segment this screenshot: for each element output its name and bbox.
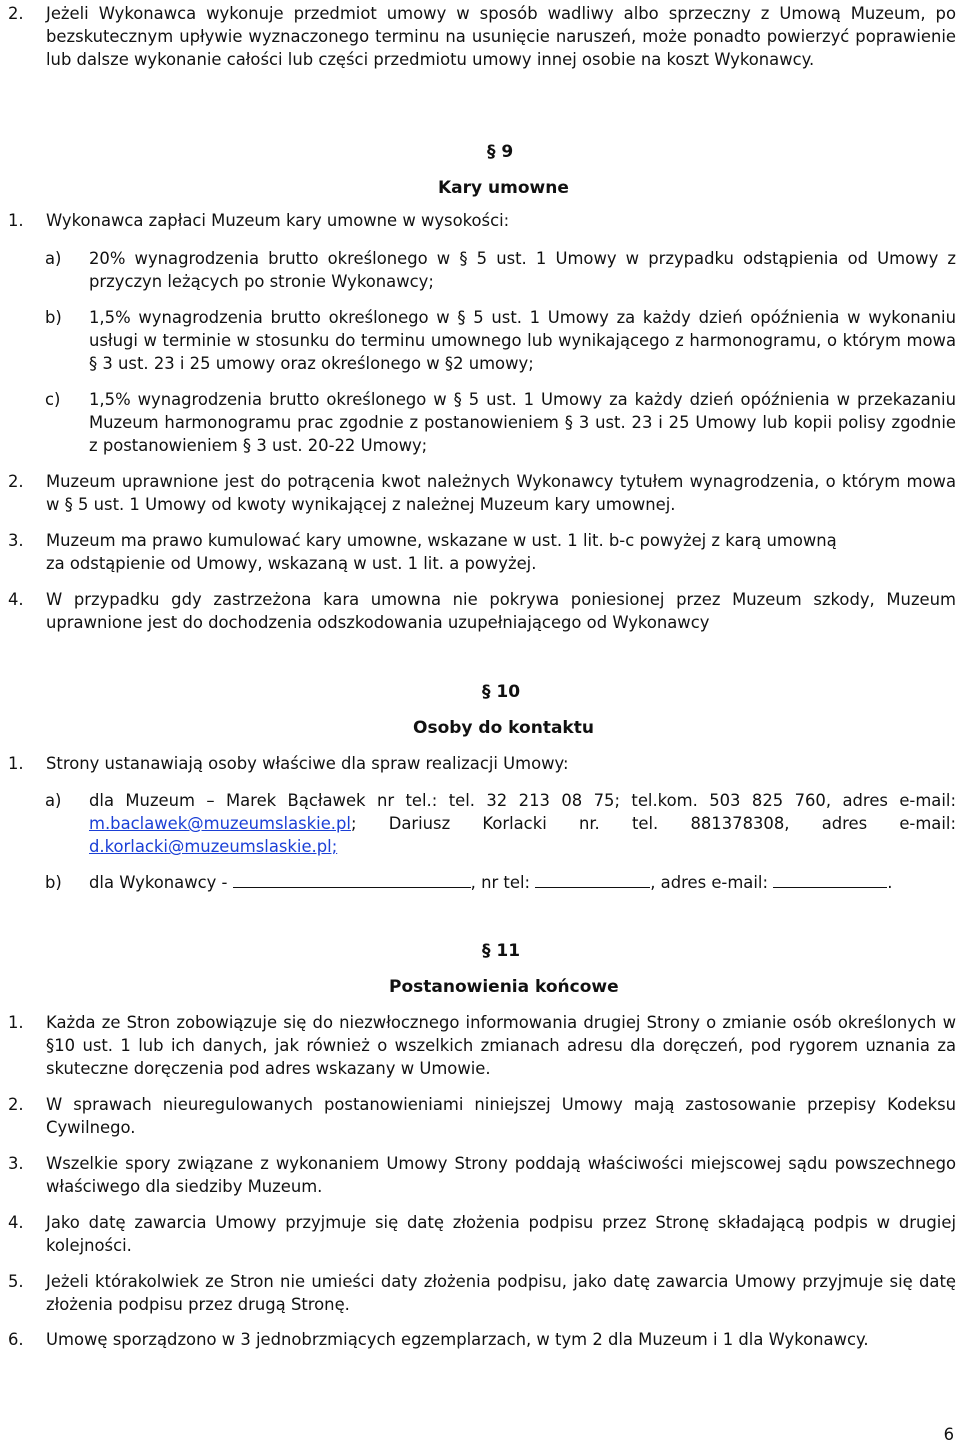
s11-item-2-number: 2.: [8, 1095, 24, 1114]
section-10-title: Osoby do kontaktu: [413, 718, 594, 738]
s9-item-4-text: W przypadku gdy zastrzeżona kara umowna nie pokrywa poniesionej przez Muzeum szkody, Muzeum uprawnione jest do dochodzenia odszkodowania uzupełniającego od Wykonawcy: [46, 590, 956, 632]
s9-subitem-a-letter: a): [45, 249, 62, 268]
s9-item-3-text: [46, 529, 837, 575]
email-link-korlacki[interactable]: d.korlacki@muzeumslaskie.pl;: [89, 837, 338, 856]
s10-b-email-label: , adres e-mail:: [650, 873, 768, 892]
section-11-title: Postanowienia końcowe: [389, 977, 619, 997]
s11-item-3-number: 3.: [8, 1154, 24, 1173]
s11-item-5-text: Jeżeli którakolwiek ze Stron nie umieści daty złożenia podpisu, jako datę zawarcia Umowy przyjmuje się datę złożenia podpisu przez drugą Stronę.: [46, 1272, 956, 1314]
intro-item-number: 2.: [8, 4, 24, 23]
s10-item-1-text: Strony ustanawiają osoby właściwe dla spraw realizacji Umowy:: [46, 754, 569, 773]
s10-b-end: .: [887, 873, 893, 892]
s9-subitem-c-letter: c): [45, 390, 61, 409]
section-9-number: § 9: [487, 142, 514, 162]
contractor-phone-blank: [535, 873, 650, 888]
s10-item-1-number: 1.: [8, 754, 24, 773]
intro-item-text: Jeżeli Wykonawca wykonuje przedmiot umowy w sposób wadliwy albo sprzeczny z Umową Muzeum, po bezskutecznym upływie wyznaczonego terminu na usunięcie naruszeń, może ponadto powierzyć poprawienie lub dalsze wykonanie całości lub części przedmiotu umowy innej osobie na koszt Wykonawcy.: [46, 4, 956, 69]
s11-item-3-text: Wszelkie spory związane z wykonaniem Umowy Strony poddają właściwości miejscowej sądu powszechnego właściwego dla siedziby Muzeum.: [46, 1154, 956, 1196]
s11-item-6-text: Umowę sporządzono w 3 jednobrzmiących egzemplarzach, w tym 2 dla Muzeum i 1 dla Wykonawcy.: [46, 1330, 869, 1349]
email-link-baclawek[interactable]: m.baclawek@muzeumslaskie.pl: [89, 814, 351, 833]
s10-subitem-a-text: [89, 789, 956, 858]
s10-b-label: dla Wykonawcy -: [89, 873, 228, 892]
s10-subitem-a-letter: a): [45, 791, 62, 810]
contractor-name-blank: [233, 873, 471, 888]
s11-item-4-number: 4.: [8, 1213, 24, 1232]
s9-item-4-number: 4.: [8, 590, 24, 609]
section-9-title: Kary umowne: [438, 178, 569, 198]
s9-subitem-c-text: 1,5% wynagrodzenia brutto określonego w § 5 ust. 1 Umowy za każdy dzień opóźnienia w przekazaniu Muzeum harmonogramu prac zgodnie z postanowieniem § 3 ust. 23 i 25 Umowy lub kopii polisy zgodnie z postanowieniem § 3 ust. 20-22 Umowy;: [89, 390, 956, 455]
s9-subitem-a-text: 20% wynagrodzenia brutto określonego w § 5 ust. 1 Umowy w przypadku odstąpienia od Umowy z przyczyn leżących po stronie Wykonawcy;: [89, 249, 956, 291]
s10-b-tel-label: , nr tel:: [470, 873, 531, 892]
s10-subitem-b-letter: b): [45, 873, 62, 892]
s11-item-1-text: Każda ze Stron zobowiązuje się do niezwłocznego informowania drugiej Strony o zmianie osób określonych w §10 ust. 1 lub ich danych, jak również o wszelkich zmianach adresu dla doręczeń, pod rygorem uznania za skuteczne doręczenia pod adres wskazany w Umowie.: [46, 1013, 956, 1078]
section-10-number: § 10: [482, 682, 521, 702]
s9-item-3-number: 3.: [8, 531, 24, 550]
section-11-number: § 11: [482, 941, 521, 961]
contractor-email-blank: [773, 873, 887, 888]
s11-item-4-text: Jako datę zawarcia Umowy przyjmuje się datę złożenia podpisu przez Stronę składającą podpis w drugiej kolejności.: [46, 1213, 956, 1255]
s9-item-1-text: Wykonawca zapłaci Muzeum kary umowne w wysokości:: [46, 211, 510, 230]
s11-item-6-number: 6.: [8, 1330, 24, 1349]
s9-item-2-number: 2.: [8, 472, 24, 491]
s10-subitem-b-text: [89, 871, 892, 894]
s9-item-3-line-1: Muzeum ma prawo kumulować kary umowne, wskazane w ust. 1 lit. b-c powyżej z karą umowną: [46, 531, 837, 550]
s9-item-3-line-2: za odstąpienie od Umowy, wskazaną w ust. 1 lit. a powyżej.: [46, 554, 537, 573]
page-number: 6: [943, 1425, 954, 1444]
s11-item-5-number: 5.: [8, 1272, 24, 1291]
s9-item-1-number: 1.: [8, 211, 24, 230]
s10-a-text-2: ; Dariusz Korlacki nr. tel. 881378308, adres e-mail:: [350, 814, 956, 833]
s9-item-2-text: Muzeum uprawnione jest do potrącenia kwot należnych Wykonawcy tytułem wynagrodzenia, o którym mowa w § 5 ust. 1 Umowy od kwoty wynikającej z należnej Muzeum kary umownej.: [46, 472, 956, 514]
s9-subitem-b-text: 1,5% wynagrodzenia brutto określonego w § 5 ust. 1 Umowy za każdy dzień opóźnienia w wykonaniu usługi w terminie w stosunku do terminu umownego lub wynikającego z harmonogramu, o którym mowa § 3 ust. 23 i 25 umowy oraz określonego w §2 umowy;: [89, 308, 956, 373]
s10-a-text-1: dla Muzeum – Marek Bącławek nr tel.: tel. 32 213 08 75; tel.kom. 503 825 760, adres e-mail:: [89, 791, 956, 810]
s9-subitem-b-letter: b): [45, 308, 62, 327]
s11-item-1-number: 1.: [8, 1013, 24, 1032]
s11-item-2-text: W sprawach nieuregulowanych postanowieniami niniejszej Umowy mają zastosowanie przepisy Kodeksu Cywilnego.: [46, 1095, 956, 1137]
